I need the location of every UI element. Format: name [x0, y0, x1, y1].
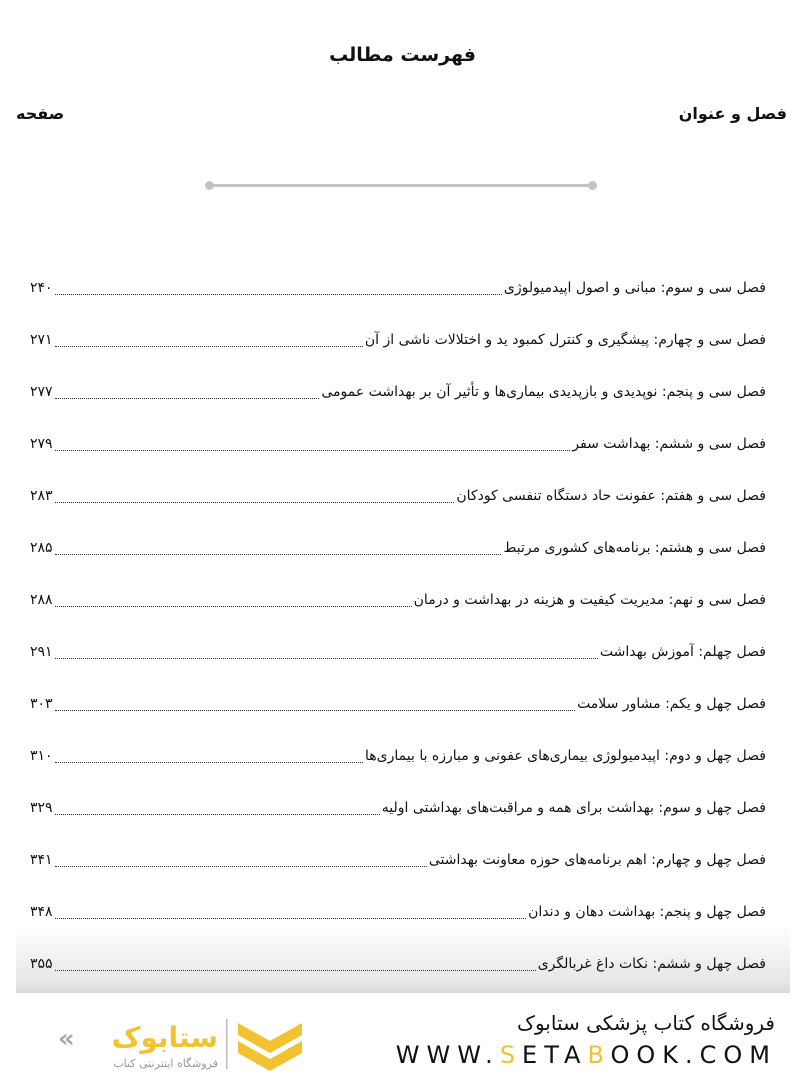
toc-entry[interactable] — [30, 886, 766, 938]
dot-leader — [55, 854, 427, 867]
entry-title: فصل چهل و یکم: مشاور سلامت — [577, 696, 766, 712]
entry-title: فصل چهل و ششم: نکات داغ غربالگری — [537, 956, 766, 972]
toc-entry[interactable] — [30, 262, 766, 314]
toc-entry[interactable] — [30, 782, 766, 834]
entry-title: فصل چهل و سوم: بهداشت برای همه و مراقبت‌های بهداشتی اولیه — [381, 800, 766, 816]
entry-page: ۳۱۰ — [30, 748, 53, 764]
dot-leader — [55, 958, 536, 971]
entry-title: فصل سی و چهارم: پیشگیری و کنترل کمبود ید و اختلالات ناشی از آن — [364, 332, 766, 348]
dot-leader — [55, 750, 363, 763]
svg-text:«: « — [58, 1024, 75, 1054]
chapter-column-header: فصل و عنوان — [678, 104, 787, 123]
toc-entry[interactable] — [30, 418, 766, 470]
website-url[interactable]: WWW.SETABOOK.COM — [395, 1041, 777, 1069]
entry-page: ۳۵۵ — [30, 956, 53, 972]
toc-entry[interactable] — [30, 730, 766, 782]
page-column-header: صفحه — [16, 104, 65, 123]
entry-title: فصل سی و سوم: مبانی و اصول اپیدمیولوژی — [503, 280, 766, 296]
entry-title: فصل چهل و پنجم: بهداشت دهان و دندان — [528, 904, 766, 920]
dot-leader — [55, 906, 527, 919]
divider — [205, 182, 597, 188]
entry-page: ۲۹۱ — [30, 644, 53, 660]
entry-page: ۳۴۸ — [30, 904, 53, 920]
dot-leader — [55, 542, 502, 555]
toc-list — [30, 262, 766, 990]
toc-entry[interactable] — [30, 834, 766, 886]
entry-page: ۳۴۱ — [30, 852, 53, 868]
dot-leader — [55, 334, 363, 347]
dot-leader — [55, 698, 576, 711]
entry-title: فصل سی و نهم: مدیریت کیفیت و هزینه در بهداشت و درمان — [413, 592, 766, 608]
dot-leader — [55, 282, 502, 295]
entry-page: ۲۸۵ — [30, 540, 53, 556]
toc-entry[interactable] — [30, 314, 766, 366]
shop-name: فروشگاه کتاب پزشکی ستابوک — [517, 1011, 775, 1035]
toc-entry[interactable] — [30, 678, 766, 730]
toc-entry[interactable] — [30, 522, 766, 574]
entry-page: ۲۸۳ — [30, 488, 53, 504]
entry-page: ۲۴۰ — [30, 280, 53, 296]
toc-entry[interactable] — [30, 626, 766, 678]
page-title: فهرست مطالب — [329, 44, 476, 66]
svg-text:فروشگاه اینترنتی کتاب: فروشگاه اینترنتی کتاب — [113, 1057, 218, 1070]
entry-title: فصل چهلم: آموزش بهداشت — [599, 644, 766, 660]
setabook-logo — [38, 1013, 318, 1073]
dot-leader — [55, 438, 571, 451]
toc-entry[interactable] — [30, 366, 766, 418]
toc-entry[interactable] — [30, 938, 766, 990]
toc-entry[interactable] — [30, 470, 766, 522]
entry-page: ۲۷۷ — [30, 384, 53, 400]
footer-banner — [0, 995, 805, 1080]
entry-title: فصل سی و هفتم: عفونت حاد دستگاه تنفسی کودکان — [456, 488, 766, 504]
entry-page: ۲۷۱ — [30, 332, 53, 348]
entry-title: فصل سی و پنجم: نوپدیدی و بازپدیدی بیماری‌ها و تأثیر آن بر بهداشت عمومی — [321, 384, 766, 400]
dot-leader — [55, 802, 380, 815]
entry-page: ۲۷۹ — [30, 436, 53, 452]
entry-page: ۳۰۳ — [30, 696, 53, 712]
svg-text:ستابوک: ستابوک — [111, 1021, 218, 1054]
entry-title: فصل سی و ششم: بهداشت سفر — [572, 436, 766, 452]
entry-title: فصل سی و هشتم: برنامه‌های کشوری مرتبط — [503, 540, 766, 556]
entry-title: فصل چهل و دوم: اپیدمیولوژی بیماری‌های عفونی و مبارزه با بیماری‌ها — [365, 748, 766, 764]
dot-leader — [55, 386, 320, 399]
dot-leader — [55, 594, 412, 607]
dot-leader — [55, 646, 598, 659]
entry-title: فصل چهل و چهارم: اهم برنامه‌های حوزه معاونت بهداشتی — [428, 852, 766, 868]
entry-page: ۳۲۹ — [30, 800, 53, 816]
toc-entry[interactable] — [30, 574, 766, 626]
entry-page: ۲۸۸ — [30, 592, 53, 608]
dot-leader — [55, 490, 455, 503]
